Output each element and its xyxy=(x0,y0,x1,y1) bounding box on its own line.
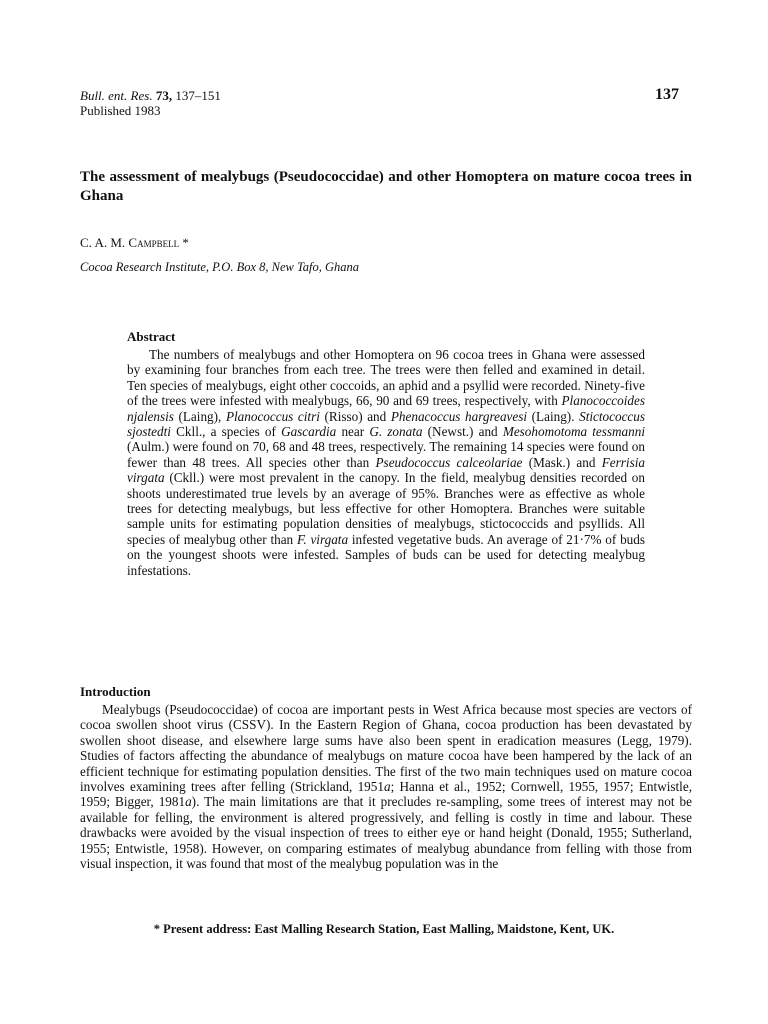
species-name: F. virgata xyxy=(296,531,349,547)
published-year: Published 1983 xyxy=(80,103,161,118)
abstract-text: (Laing). xyxy=(527,408,580,424)
author-affiliation: Cocoa Research Institute, P.O. Box 8, New Tafo, Ghana xyxy=(80,260,360,274)
introduction-text: Mealybugs (Pseudococcidae) of cocoa are important pests in West Africa because most species are vectors of cocoa swollen shoot virus (CSSV). In the Eastern Region of Ghana, cocoa production has been devastated by swollen shoot disease, and elsewhere large sums have also been spent in eradication measures (Legg, 1979). Studies of factors affecting the abundance of mealybugs on mature cocoa have been hampered by the lack of an efficient technique for estimating population densities. The first of the two main techniques used on mature cocoa involves examining trees after felling (Strickland, 1951 xyxy=(80,702,692,795)
introduction-text: ). The main limitations are that it precludes re-sampling, some trees of interest may not be available for felling, the environment is altered progressively, and felling is costly in time and labour. These drawbacks were avoided by the visual inspection of trees to either eye or hand height (Donald, 1955; Sutherland, 1955; Entwistle, 1958). However, on comparing estimates of mealybug abundance from felling with those from visual inspection, it was found that most of the mealybug population was in the xyxy=(80,794,692,872)
reference-suffix: a xyxy=(383,779,391,795)
introduction-text: ; Hanna et al., 1952; Cornwell, 1955, 1957; Entwistle, 1959; Bigger, 1981 xyxy=(80,779,692,810)
abstract-text: near xyxy=(336,424,370,440)
author-line xyxy=(80,235,189,251)
species-name: Ferrisia virgata xyxy=(127,454,645,486)
abstract-text: (Laing), xyxy=(173,408,226,424)
abstract-body xyxy=(127,347,645,578)
species-name: Planococcus citri xyxy=(225,408,320,424)
abstract-heading: Abstract xyxy=(127,329,176,344)
author-initials: C. A. M. xyxy=(80,235,126,250)
species-name: Gascardia xyxy=(281,424,337,440)
abstract-text: (Ckll.) were most prevalent in the canopy. In the field, mealybug densities recorded on shoots underestimated true levels by an average of 95%. Branches were as effective as whole trees for detecting mealybugs, but less effective for other Homoptera. Branches were suitable sample units for estimating population densities of mealybugs, stictococcids and psyllids. All species of mealybug other than xyxy=(127,470,645,547)
species-name: Pseudococcus calceolariae xyxy=(375,454,523,470)
page-number: 137 xyxy=(655,86,679,103)
abstract-text: infested vegetative buds. An average of 21·7% of buds on the youngest shoots were infested. Samples of buds can be used for detecting mealybug infestations. xyxy=(127,531,645,578)
author-footnote-marker: * xyxy=(182,235,189,250)
reference-suffix: a xyxy=(185,794,192,810)
author-surname: Campbell xyxy=(128,235,180,250)
species-name: Mesohomotoma tessmanni xyxy=(502,424,645,440)
journal-abbrev: Bull. ent. Res. xyxy=(80,88,153,103)
species-name: Planococcoides njalensis xyxy=(127,393,645,424)
footnote-present-address: * Present address: East Malling Research Station, East Malling, Maidstone, Kent, UK. xyxy=(153,922,615,936)
abstract-text: The numbers of mealybugs and other Homoptera on 96 cocoa trees in Ghana were assessed by examining four branches from each tree. The trees were then felled and examined in detail. Ten species of mealybugs, eight other coccoids, an aphid and a psyllid were recorded. Ninety-five of the trees were infested with mealybugs, 66, 90 and 69 trees, respectively, with xyxy=(127,347,645,409)
species-name: Phenacoccus hargreavesi xyxy=(390,408,528,424)
species-name: G. zonata xyxy=(369,424,423,440)
journal-pages: 137–151 xyxy=(175,88,221,103)
abstract-text: Ckll., a species of xyxy=(170,424,282,440)
journal-citation xyxy=(80,88,221,118)
abstract-text: (Risso) and xyxy=(319,408,391,424)
journal-volume: 73, xyxy=(155,88,173,103)
introduction-body xyxy=(80,702,692,871)
abstract-text: (Aulm.) were found on 70, 68 and 48 trees, respectively. The remaining 14 species were found on fewer than 48 trees. All species other than xyxy=(127,439,645,470)
abstract-text: (Newst.) and xyxy=(422,424,503,440)
abstract-text: (Mask.) and xyxy=(522,454,602,470)
species-name: Stictococcus sjostedti xyxy=(127,408,646,440)
paper-title: The assessment of mealybugs (Pseudococcidae) and other Homoptera on mature cocoa trees in Ghana xyxy=(80,169,692,204)
introduction-heading: Introduction xyxy=(80,684,151,699)
